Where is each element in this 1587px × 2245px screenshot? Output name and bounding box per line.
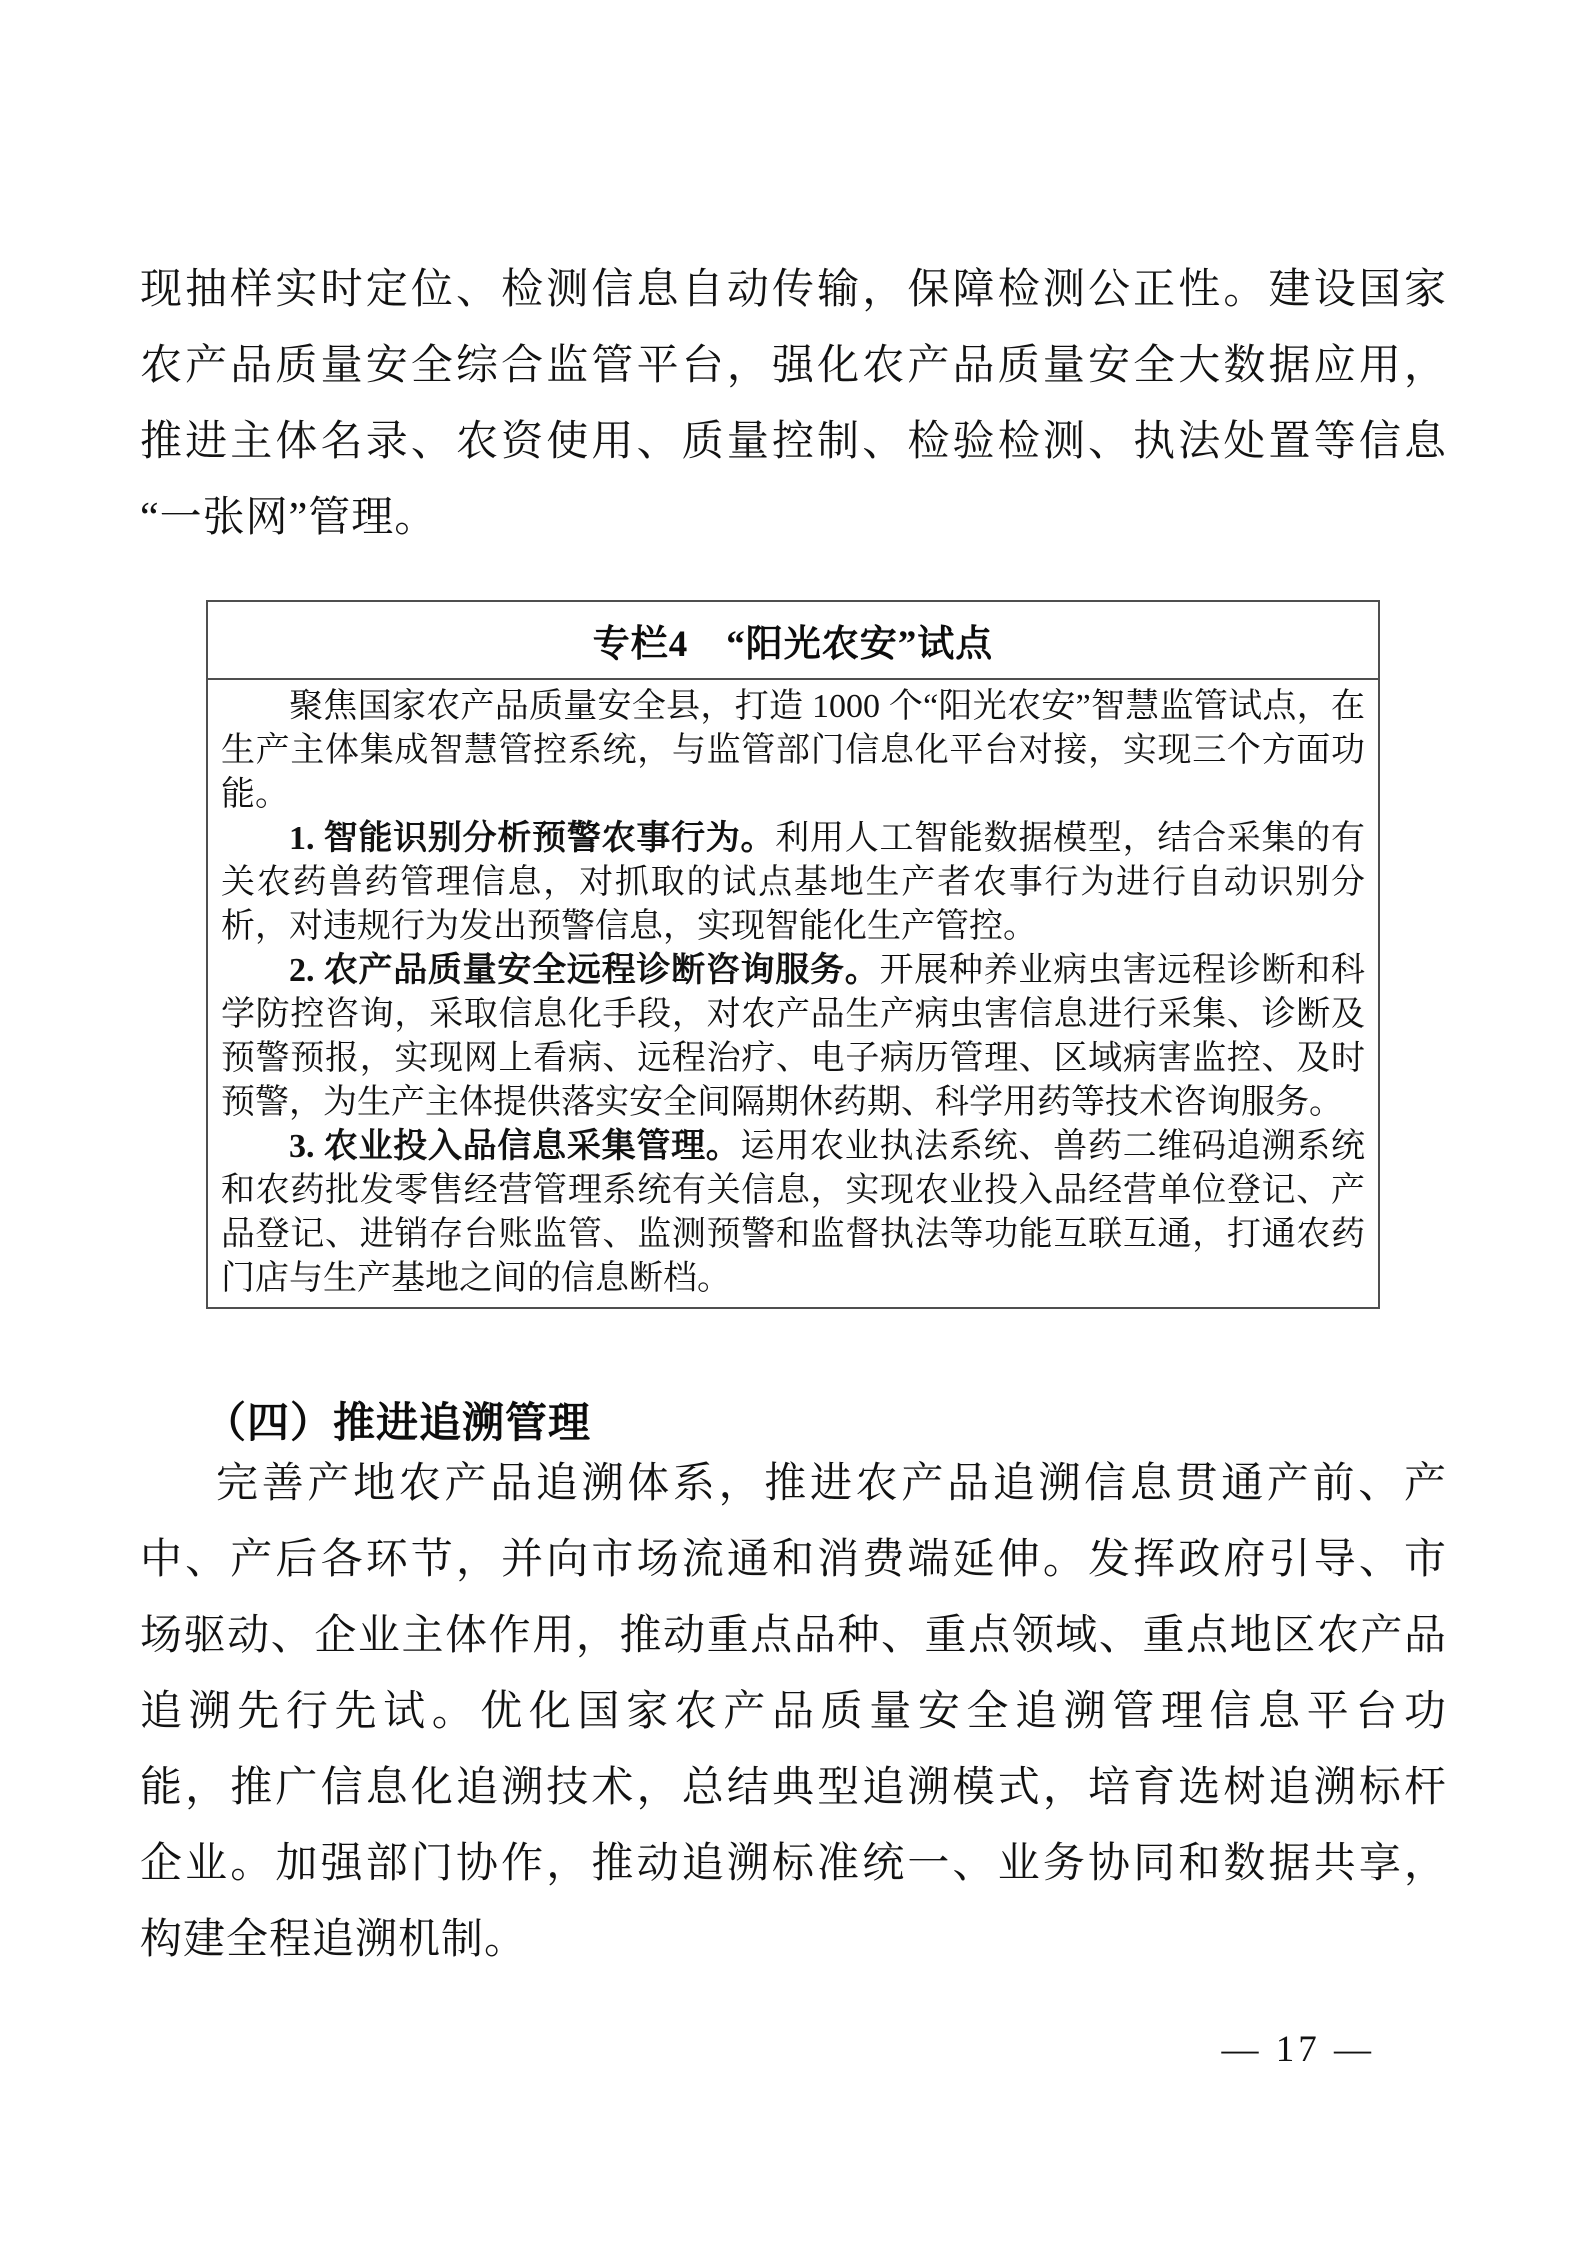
box-item-3 [221, 1125, 1365, 1301]
page-number: — 17 — [1221, 2029, 1375, 2070]
box-item-1-text: 利用人工智能数据模型，结合采集的有关农药兽药管理信息，对抓取的试点基地生产者农事行为进行自动识别分析，对违规行为发出预警信息，实现智能化生产管控。 [221, 820, 1365, 945]
paragraph-top [140, 252, 1447, 556]
text-line: “一张网”管理。 [140, 495, 438, 541]
text-line: 完善产地农产品追溯体系，推进农产品追溯信息贯通产前、产 [216, 1461, 1447, 1507]
text-line: 农产品质量安全综合监管平台，强化农产品质量安全大数据应用， [140, 343, 1447, 389]
box-item-2-text: 开展种养业病虫害远程诊断和科学防控咨询，采取信息化手段，对农产品生产病虫害信息进行采集、诊断及预警预报，实现网上看病、远程治疗、电子病历管理、区域病害监控、及时预警，为生产主体提供落实安全间隔期休药期、科学用药等技术咨询服务。 [221, 952, 1366, 1121]
text-line: 企业。加强部门协作，推动追溯标准统一、业务协同和数据共享， [140, 1841, 1447, 1887]
box-item-1 [221, 817, 1365, 949]
text-line: 中、产后各环节，并向市场流通和消费端延伸。发挥政府引导、市 [140, 1537, 1447, 1583]
box-item-1-lead: 1. 智能识别分析预警农事行为。 [289, 820, 776, 857]
text-line: 推进主体名录、农资使用、质量控制、检验检测、执法处置等信息 [140, 419, 1447, 465]
box-item-3-lead: 3. 农业投入品信息采集管理。 [289, 1128, 741, 1165]
special-column-title: 专栏4 “阳光农安”试点 [592, 624, 994, 665]
box-item-3-text: 运用农业执法系统、兽药二维码追溯系统和农药批发零售经营管理系统有关信息，实现农业投入品经营单位登记、产品登记、进销存台账监管、监测预警和监督执法等功能互联互通，打通农药门店与生产基地之间的信息断档。 [221, 1128, 1366, 1297]
special-column-box [206, 600, 1380, 1309]
paragraph-main [140, 1446, 1447, 1978]
special-column-header [208, 602, 1378, 680]
text-line: 场驱动、企业主体作用，推动重点品种、重点领域、重点地区农产品 [140, 1613, 1447, 1659]
text-line: 追溯先行先试。优化国家农产品质量安全追溯管理信息平台功 [140, 1689, 1447, 1735]
box-item-2-lead: 2. 农产品质量安全远程诊断咨询服务。 [289, 952, 880, 989]
section-heading: （四）推进追溯管理 [204, 1401, 592, 1447]
text-line: 构建全程追溯机制。 [140, 1917, 528, 1963]
text-line: 现抽样实时定位、检测信息自动传输，保障检测公正性。建设国家 [140, 267, 1447, 313]
box-intro-paragraph: 聚焦国家农产品质量安全县，打造 1000 个“阳光农安”智慧监管试点，在生产主体集成智慧管控系统，与监管部门信息化平台对接，实现三个方面功能。 [221, 688, 1365, 813]
box-item-2 [221, 949, 1365, 1125]
text-line: 能，推广信息化追溯技术，总结典型追溯模式，培育选树追溯标杆 [140, 1765, 1447, 1811]
special-column-body [208, 680, 1378, 1307]
